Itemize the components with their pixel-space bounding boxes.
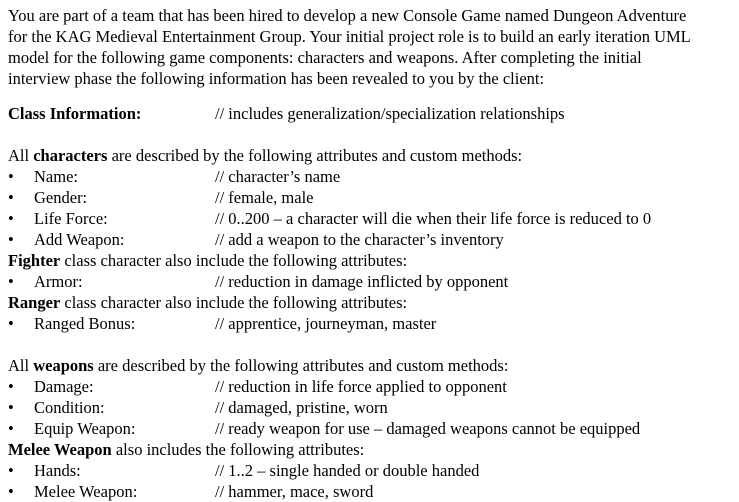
attribute-comment: // reduction in life force applied to opponent	[215, 377, 507, 396]
list-item	[8, 229, 736, 250]
melee-keyword: Melee Weapon	[8, 440, 112, 459]
attribute-comment: // damaged, pristine, worn	[215, 398, 388, 417]
fighter-heading: Fighter class character also include the following attributes:	[8, 251, 408, 270]
class-info-row	[8, 103, 736, 124]
list-item	[8, 460, 736, 481]
ranger-heading: Ranger class character also include the following attributes:	[8, 293, 408, 312]
bullet-icon: •	[8, 314, 14, 333]
attribute-comment: // female, male	[215, 188, 314, 207]
bullet-icon: •	[8, 188, 14, 207]
attribute-comment: // add a weapon to the character’s inventory	[215, 230, 504, 249]
list-item	[8, 187, 736, 208]
attribute-label: Hands:	[34, 461, 81, 480]
characters-heading: All characters are described by the following attributes and custom methods:	[8, 146, 523, 165]
list-item	[8, 271, 736, 292]
bullet-icon: •	[8, 377, 14, 396]
fighter-keyword: Fighter	[8, 251, 61, 270]
intro-line: You are part of a team that has been hired to develop a new Console Game named Dungeon Adventure	[8, 6, 687, 25]
list-item	[8, 313, 736, 334]
list-item	[8, 376, 736, 397]
attribute-label: Gender:	[34, 188, 88, 207]
bullet-icon: •	[8, 272, 14, 291]
list-item	[8, 166, 736, 187]
bullet-icon: •	[8, 230, 14, 249]
attribute-comment: // ready weapon for use – damaged weapons cannot be equipped	[215, 419, 641, 438]
weapons-heading: All weapons are described by the following attributes and custom methods:	[8, 356, 509, 375]
list-item	[8, 418, 736, 439]
attribute-label: Armor:	[34, 272, 83, 291]
attribute-comment: // 0..200 – a character will die when their life force is reduced to 0	[215, 209, 652, 228]
weapons-keyword: weapons	[33, 356, 94, 375]
document-body	[8, 0, 736, 502]
attribute-comment: // character’s name	[215, 167, 341, 186]
characters-keyword: characters	[33, 146, 108, 165]
class-info-comment: // includes generalization/specialization relationships	[215, 104, 565, 123]
attribute-label: Condition:	[34, 398, 105, 417]
attribute-label: Name:	[34, 167, 78, 186]
intro-paragraph	[8, 5, 736, 89]
list-item	[8, 397, 736, 418]
attribute-comment: // hammer, mace, sword	[215, 482, 374, 501]
class-info-label: Class Information:	[8, 104, 142, 123]
attribute-label: Damage:	[34, 377, 94, 396]
intro-line: interview phase the following information has been revealed to you by the client:	[8, 69, 545, 88]
attribute-comment: // apprentice, journeyman, master	[215, 314, 437, 333]
attribute-label: Ranged Bonus:	[34, 314, 136, 333]
bullet-icon: •	[8, 167, 14, 186]
attribute-label: Equip Weapon:	[34, 419, 136, 438]
attribute-label: Add Weapon:	[34, 230, 125, 249]
list-item	[8, 208, 736, 229]
list-item	[8, 481, 736, 502]
bullet-icon: •	[8, 398, 14, 417]
ranger-keyword: Ranger	[8, 293, 61, 312]
intro-line: model for the following game components: characters and weapons. After completing the initial	[8, 48, 642, 67]
attribute-label: Melee Weapon:	[34, 482, 138, 501]
bullet-icon: •	[8, 419, 14, 438]
intro-line: for the KAG Medieval Entertainment Group. Your initial project role is to build an early iteration UML	[8, 27, 691, 46]
attribute-comment: // 1..2 – single handed or double handed	[215, 461, 480, 480]
bullet-icon: •	[8, 461, 14, 480]
attribute-label: Life Force:	[34, 209, 108, 228]
melee-heading: Melee Weapon also includes the following attributes:	[8, 440, 365, 459]
bullet-icon: •	[8, 482, 14, 501]
bullet-icon: •	[8, 209, 14, 228]
attribute-comment: // reduction in damage inflicted by opponent	[215, 272, 509, 291]
